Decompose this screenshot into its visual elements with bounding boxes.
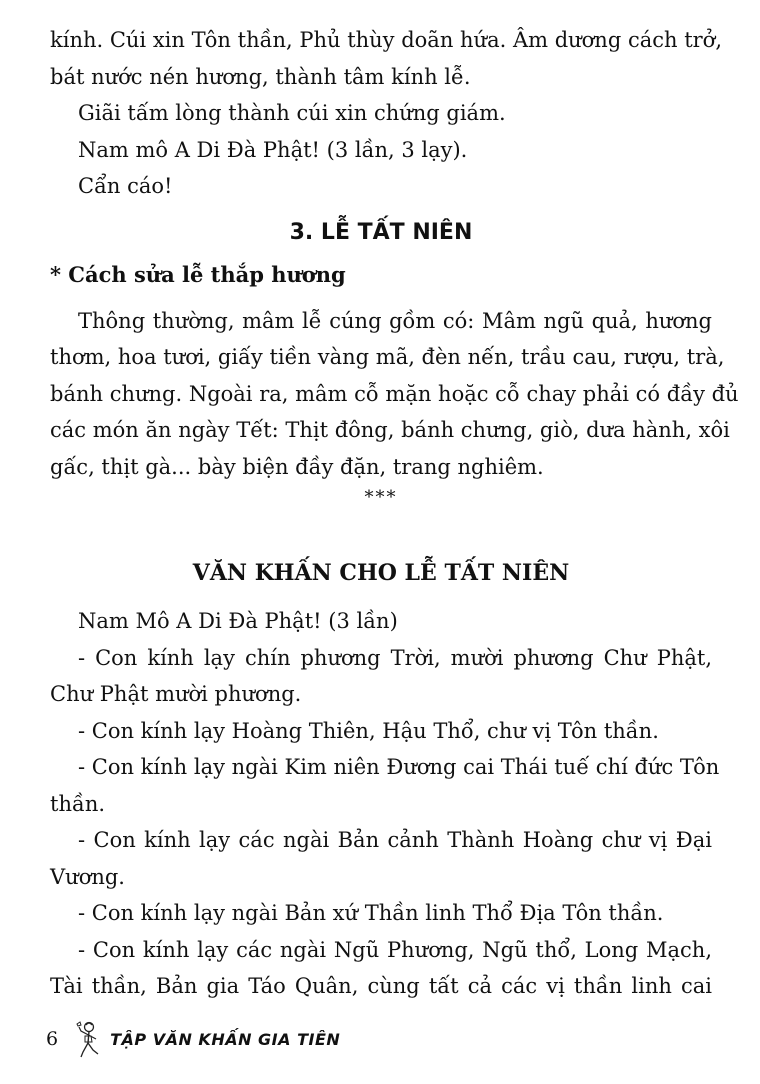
text-line: bánh chưng. Ngoài ra, mâm cỗ mặn hoặc cỗ chay phải có đầy đủ <box>50 381 739 406</box>
text-line: - Con kính lạy các ngài Ngũ Phương, Ngũ thổ, Long Mạch, <box>78 937 712 962</box>
text-line: thơm, hoa tươi, giấy tiền vàng mã, đèn nến, trầu cau, rượu, trà, <box>50 345 725 369</box>
text-line: - Con kính lạy chín phương Trời, mười phương Chư Phật, <box>78 645 712 670</box>
boy-lantern-icon <box>76 1019 102 1059</box>
text-line: Giãi tấm lòng thành cúi xin chứng giám. <box>78 101 506 125</box>
text-line: - Con kính lạy ngài Kim niên Đương cai Thái tuế chí đức Tôn <box>78 755 720 779</box>
prayer-text <box>50 603 720 1005</box>
text-line: Tài thần, Bản gia Táo Quân, cùng tất cả các vị thần linh cai <box>50 974 712 998</box>
text-line: kính. Cúi xin Tôn thần, Phủ thùy doãn hứa. Âm dương cách trở, <box>50 28 722 52</box>
section-separator: *** <box>364 487 398 508</box>
text-line: gấc, thịt gà... bày biện đầy đặn, trang nghiêm. <box>50 454 544 479</box>
text-line: thần. <box>50 791 106 816</box>
text-line: - Con kính lạy các ngài Bản cảnh Thành Hoàng chư vị Đại <box>78 828 712 852</box>
text-line: Thông thường, mâm lễ cúng gồm có: Mâm ngũ quả, hương <box>78 308 712 333</box>
offering-paragraph <box>50 303 739 486</box>
text-line: Cẩn cáo! <box>78 174 173 198</box>
page-body <box>50 22 739 1005</box>
text-line: - Con kính lạy ngài Bản xứ Thần linh Thổ Địa Tôn thần. <box>78 901 664 925</box>
page-number: 6 <box>46 1028 59 1050</box>
sub-heading: * Cách sửa lễ thắp hương <box>50 261 346 287</box>
page-footer <box>46 1016 340 1062</box>
text-line: Nam mô A Di Đà Phật! (3 lần, 3 lạy). <box>78 137 468 162</box>
text-line: Chư Phật mười phương. <box>50 682 302 706</box>
text-line: bát nước nén hương, thành tâm kính lễ. <box>50 64 471 89</box>
text-line: Nam Mô A Di Đà Phật! (3 lần) <box>78 609 398 633</box>
text-line: Vương. <box>50 864 125 889</box>
prayer-title: VĂN KHẤN CHO LỄ TẤT NIÊN <box>192 560 570 586</box>
section-heading: 3. LỄ TẤT NIÊN <box>289 219 473 245</box>
book-title: TẬP VĂN KHẤN GIA TIÊN <box>110 1029 341 1049</box>
text-line: - Con kính lạy Hoàng Thiên, Hậu Thổ, chư vị Tôn thần. <box>78 718 659 743</box>
text-line: các món ăn ngày Tết: Thịt đông, bánh chưng, giò, dưa hành, xôi <box>50 418 730 442</box>
